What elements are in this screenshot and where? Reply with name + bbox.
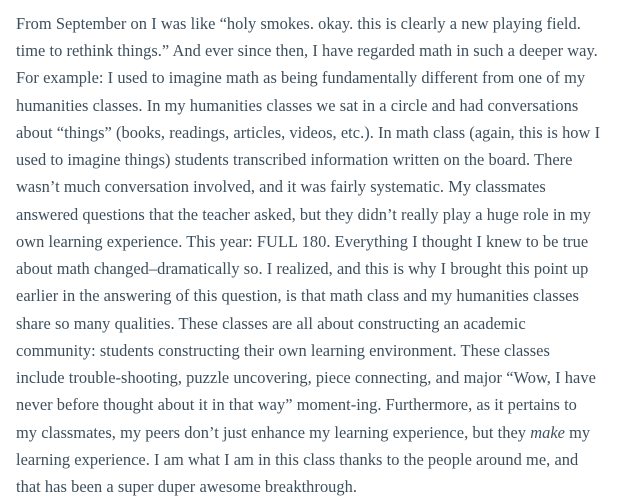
paragraph-text-part-one: From September on I was like “holy smokes. okay. this is clearly a new playing field. time to rethink things.” And ever since then, I have regarded math in such a deeper way. For example: I used to imagine math as being fundamentally different from one of my humanities classes. In my humanities classes we sat in a circle and had conversations about “things” (books, readings, articles, videos, etc.). In math class (again, this is how I used to imagine things) students transcribed information written on the board. There wasn’t much conversation involved, and it was fairly systematic. My classmates answered questions that the teacher asked, but they didn’t really play a huge role in my own learning experience. This year: FULL 180. Everything I thought I knew to be true about math changed–dramatically so. I realized, and this is why I brought this point up earlier in the answering of this question, is that math class and my humanities classes share so many qualities. These classes are all about constructing an academic community: students constructing their own learning environment. These classes include trouble-shooting, puzzle uncovering, piece connecting, and major “Wow, I have never before thought about it in that way” moment-ing. Furthermore, as it pertains to my classmates, my peers don’t just enhance my learning experience, but they bbox=[16, 14, 601, 442]
body-paragraph bbox=[16, 10, 602, 500]
emphasized-word: make bbox=[530, 422, 565, 442]
paragraph-text-part-two: my learning experience. I am what I am in this class thanks to the people around me, and that has been a super duper awesome breakthrough. bbox=[16, 422, 591, 496]
